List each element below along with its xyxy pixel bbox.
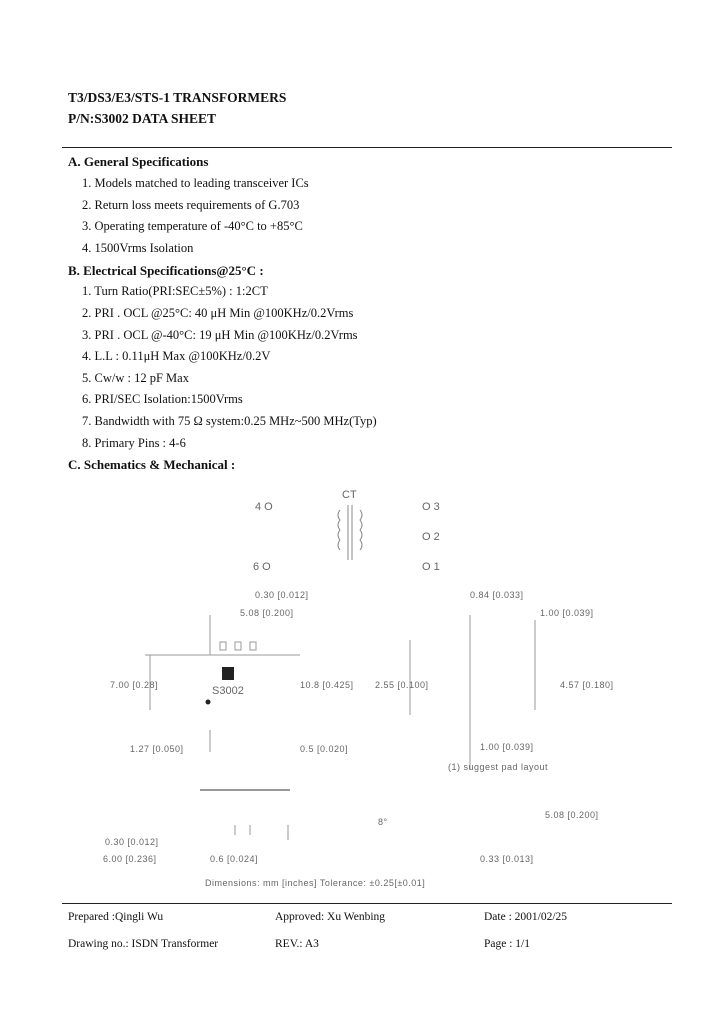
revision: REV.: A3 (275, 938, 319, 950)
page-number: Page : 1/1 (484, 938, 530, 950)
section-schematics-heading: C. Schematics & Mechanical : (68, 457, 236, 472)
doc-date: Date : 2001/02/25 (484, 911, 568, 923)
pin-label-1: O 1 (422, 561, 440, 573)
angle-label: 8° (378, 817, 388, 827)
pad-layout-note: (1) suggest pad layout (448, 762, 549, 772)
prepared-by: Prepared :Qingli Wu (68, 911, 164, 923)
dim-label: 1.00 [0.039] (540, 608, 594, 618)
transformer-schematic (338, 505, 362, 560)
dim-label: 2.55 [0.100] (375, 680, 429, 690)
dim-label: 1.00 [0.039] (480, 742, 534, 752)
dim-label: 0.33 [0.013] (480, 854, 534, 864)
electrical-item: 2. PRI . OCL @25°C: 40 μH Min @100KHz/0.2Vrms (82, 306, 354, 320)
electrical-item: 5. Cw/w : 12 pF Max (82, 371, 189, 385)
general-item: 4. 1500Vrms Isolation (82, 241, 194, 255)
general-item: 3. Operating temperature of -40°C to +85°C (82, 219, 303, 233)
dim-label: 6.00 [0.236] (103, 854, 157, 864)
dim-label: 0.5 [0.020] (300, 744, 349, 754)
ct-label: CT (342, 489, 357, 501)
header-divider (62, 147, 672, 148)
drawing-number: Drawing no.: ISDN Transformer (68, 938, 219, 950)
pin-label-6: 6 O (253, 561, 271, 573)
general-item: 2. Return loss meets requirements of G.703 (82, 198, 300, 212)
part-marking: S3002 (212, 685, 244, 697)
schematic-mechanical-drawing (60, 480, 660, 900)
dim-label: 5.08 [0.200] (240, 608, 294, 618)
package-side-view (235, 615, 535, 840)
approved-by: Approved: Xu Wenbing (275, 911, 386, 923)
dim-label: 1.27 [0.050] (130, 744, 184, 754)
doc-title: T3/DS3/E3/STS-1 TRANSFORMERS (68, 90, 287, 105)
electrical-item: 6. PRI/SEC Isolation:1500Vrms (82, 392, 243, 406)
dim-label: 5.08 [0.200] (545, 810, 599, 820)
electrical-item: 4. L.L : 0.11μH Max @100KHz/0.2V (82, 349, 271, 363)
pin-label-2: O 2 (422, 531, 440, 543)
brand-logo (222, 667, 234, 680)
pin-label-4: 4 O (255, 501, 273, 513)
dim-label: 0.84 [0.033] (470, 590, 524, 600)
electrical-item: 8. Primary Pins : 4-6 (82, 436, 186, 450)
electrical-item: 3. PRI . OCL @-40°C: 19 μH Min @100KHz/0.2Vrms (82, 328, 358, 342)
dim-label: 4.57 [0.180] (560, 680, 614, 690)
dim-label: 0.30 [0.012] (105, 837, 159, 847)
section-electrical-heading: B. Electrical Specifications@25°C : (68, 263, 264, 278)
dimensions-note: Dimensions: mm [inches] Tolerance: ±0.25[±0.01] (205, 878, 426, 888)
dim-label: 10.8 [0.425] (300, 680, 354, 690)
dim-label: 0.6 [0.024] (210, 854, 259, 864)
footer-divider (62, 903, 672, 904)
pin-label-3: O 3 (422, 501, 440, 513)
dim-label: 7.00 [0.28] (110, 680, 159, 690)
pin1-marker (206, 700, 211, 705)
dim-label: 0.30 [0.012] (255, 590, 309, 600)
electrical-item: 1. Turn Ratio(PRI:SEC±5%) : 1:2CT (82, 284, 268, 298)
section-general-heading: A. General Specifications (68, 154, 209, 169)
general-item: 1. Models matched to leading transceiver ICs (82, 176, 309, 190)
electrical-item: 7. Bandwidth with 75 Ω system:0.25 MHz~500 MHz(Typ) (82, 414, 377, 428)
package-top-view (145, 615, 300, 790)
part-number-title: P/N:S3002 DATA SHEET (68, 111, 217, 126)
